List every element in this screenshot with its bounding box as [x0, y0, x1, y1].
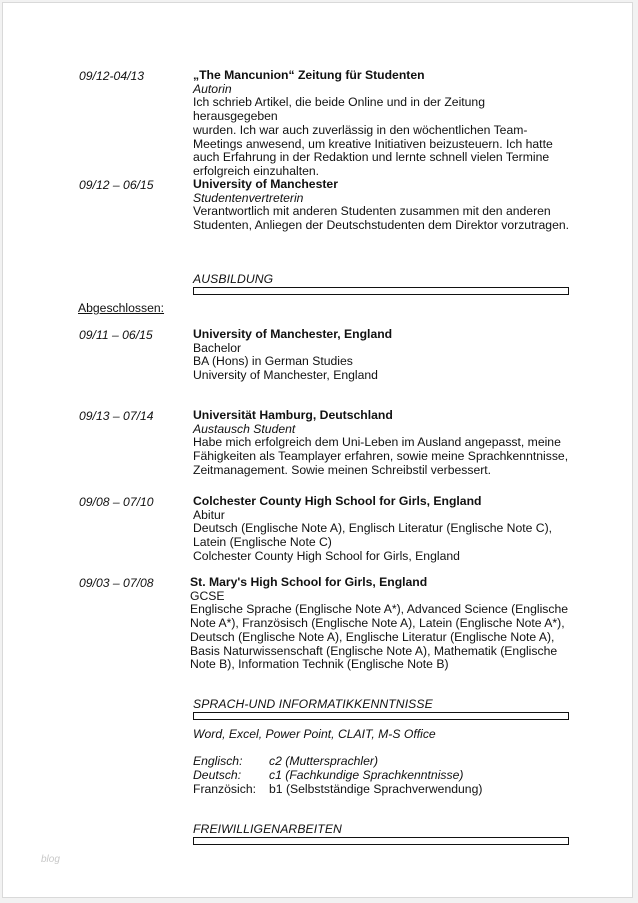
language-row [193, 754, 482, 768]
entry-line: Habe mich erfolgreich dem Uni-Leben im Ausland angepasst, meine [193, 435, 561, 450]
entry-line: erfolgreich einzuhalten. [193, 163, 320, 178]
entry-line: BA (Hons) in German Studies [193, 354, 353, 369]
education-subheading: Abgeschlossen: [78, 301, 165, 315]
entry-role: Austausch Student [193, 421, 296, 436]
entry-body [190, 576, 570, 672]
skills-section-header [193, 697, 569, 720]
entry-line: Ich schrieb Artikel, die beide Online und in der Zeitung herausgegeben [193, 95, 485, 124]
section-title: SPRACH-UND INFORMATIKKENNTNISSE [193, 697, 433, 711]
language-row [193, 782, 482, 796]
entry-line: Meetings anwesend, um kreative Initiativen beizusteuern. Ich hatte [193, 136, 553, 151]
entry-institution: Universität Hamburg, Deutschland [193, 408, 393, 422]
section-divider-bar [193, 287, 569, 295]
entry-role: Autorin [193, 81, 232, 96]
volunteer-section-header [193, 822, 569, 845]
entry-body [193, 178, 573, 233]
entry-line: Basis Naturwissenschaft (Englische Note A), Mathematik (Englische [190, 643, 558, 658]
language-name: Deutsch: [193, 768, 242, 782]
section-title: AUSBILDUNG [193, 272, 274, 286]
entry-line: University of Manchester, England [193, 368, 378, 383]
document-page [2, 2, 633, 898]
entry-body [193, 495, 573, 564]
section-divider-bar [193, 837, 569, 845]
entry-body [193, 409, 573, 478]
entry-date: 09/11 – 06/15 [79, 328, 153, 342]
entry-line: Fähigkeiten als Teamplayer erfahren, sowie meine Sprachkenntnisse, [193, 449, 569, 464]
entry-body [193, 328, 573, 383]
language-skills [193, 754, 482, 796]
language-name: Französich: [193, 782, 256, 796]
entry-institution: Colchester County High School for Girls, England [193, 494, 482, 508]
section-title: FREIWILLIGENARBEITEN [193, 822, 342, 836]
entry-body [193, 69, 573, 179]
language-row [193, 768, 482, 782]
entry-institution: St. Mary's High School for Girls, England [190, 575, 428, 589]
language-level: c2 (Muttersprachler) [269, 754, 379, 768]
entry-institution: University of Manchester [193, 177, 338, 191]
entry-line: Verantwortlich mit anderen Studenten zusammen mit den anderen [193, 204, 551, 219]
education-section-header [193, 272, 569, 295]
language-level: b1 (Selbstständige Sprachverwendung) [269, 782, 483, 796]
software-skills: Word, Excel, Power Point, CLAIT, M-S Office [193, 727, 436, 741]
entry-line: Deutsch (Englische Note A), Englisch Literatur (Englische Note C), [193, 521, 553, 536]
entry-line: Bachelor [193, 340, 242, 355]
entry-date: 09/13 – 07/14 [79, 409, 154, 423]
watermark-text: blog [41, 854, 60, 865]
entry-date: 09/03 – 07/08 [79, 576, 154, 590]
entry-line: Abitur [193, 507, 225, 522]
entry-line: Colchester County High School for Girls, England [193, 548, 460, 563]
language-level: c1 (Fachkundige Sprachkenntnisse) [269, 768, 464, 782]
entry-line: Latein (Englische Note C) [193, 535, 332, 550]
entry-line: auch Erfahrung in der Redaktion und lernte schnell vielen Termine [193, 150, 550, 165]
entry-institution: „The Mancunion“ Zeitung für Studenten [193, 68, 425, 82]
entry-line: Note A*), Französisch (Englische Note A), Latein (Englische Note A*), [190, 616, 565, 631]
language-name: Englisch: [193, 754, 243, 768]
entry-institution: University of Manchester, England [193, 327, 393, 341]
section-divider-bar [193, 712, 569, 720]
entry-line: GCSE [190, 588, 225, 603]
entry-line: Note B), Information Technik (Englische Note B) [190, 657, 449, 672]
entry-line: Englische Sprache (Englische Note A*), Advanced Science (Englische [190, 602, 569, 617]
entry-line: Deutsch (Englische Note A), Englische Literatur (Englische Note A), [190, 629, 555, 644]
entry-line: wurden. Ich war auch zuverlässig in den wöchentlichen Team- [193, 122, 528, 137]
entry-date: 09/12 – 06/15 [79, 178, 154, 192]
entry-line: Studenten, Anliegen der Deutschstudenten dem Direktor vorzutragen. [193, 218, 570, 233]
entry-date: 09/12-04/13 [79, 69, 145, 83]
entry-role: Studentenvertreterin [193, 190, 304, 205]
entry-date: 09/08 – 07/10 [79, 495, 154, 509]
entry-line: Zeitmanagement. Sowie meinen Schreibstil verbessert. [193, 462, 492, 477]
